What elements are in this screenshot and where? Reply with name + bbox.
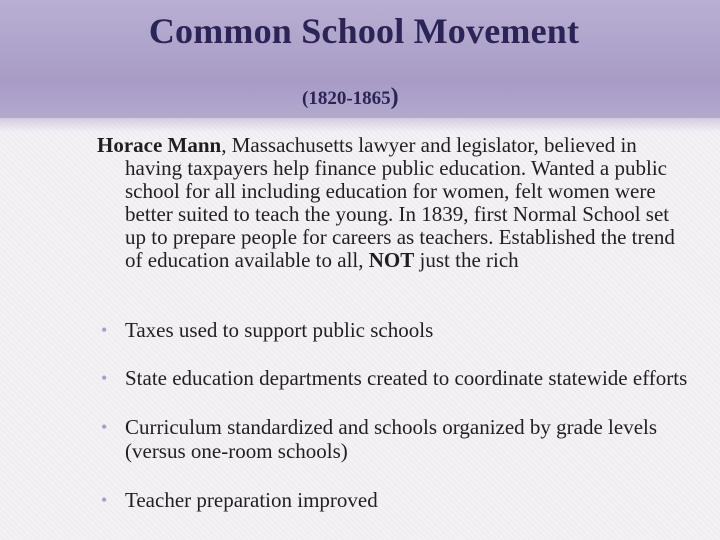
bullet-text: Teacher preparation improved (125, 488, 378, 512)
bullet-item (101, 318, 691, 342)
bullet-icon: • (101, 490, 108, 510)
bullet-list (101, 318, 691, 512)
subtitle-text: (1820-1865 (302, 88, 391, 109)
bullet-text: Taxes used to support public schools (125, 318, 434, 342)
intro-emphasis: NOT (368, 248, 415, 272)
intro-paragraph (97, 134, 695, 272)
bullet-item (101, 366, 691, 390)
bullet-icon: • (101, 368, 108, 388)
intro-name: Horace Mann (97, 133, 222, 157)
bullet-icon: • (101, 320, 108, 340)
bullet-text: Curriculum standardized and schools organized by grade levels (versus one-room schools) (125, 415, 658, 463)
title-banner-shadow (0, 118, 720, 132)
slide-title: Common School Movement (148, 11, 580, 51)
bullet-item (101, 415, 691, 463)
intro-end: just the rich (414, 248, 519, 272)
bullet-icon: • (101, 417, 108, 437)
bullet-item (101, 488, 691, 512)
subtitle-close-paren: ) (390, 84, 399, 110)
intro-text: , Massachusetts lawyer and legislator, believed in having taxpayers help finance public education. Wanted a public school for all including education for women, felt women were better suited to teach the young. In 1839, first Normal School set up to prepare people for careers as teachers. Established the trend of education available to all, (125, 133, 675, 272)
bullet-text: State education departments created to coordinate statewide efforts (125, 366, 688, 390)
slide-subtitle (302, 84, 399, 111)
